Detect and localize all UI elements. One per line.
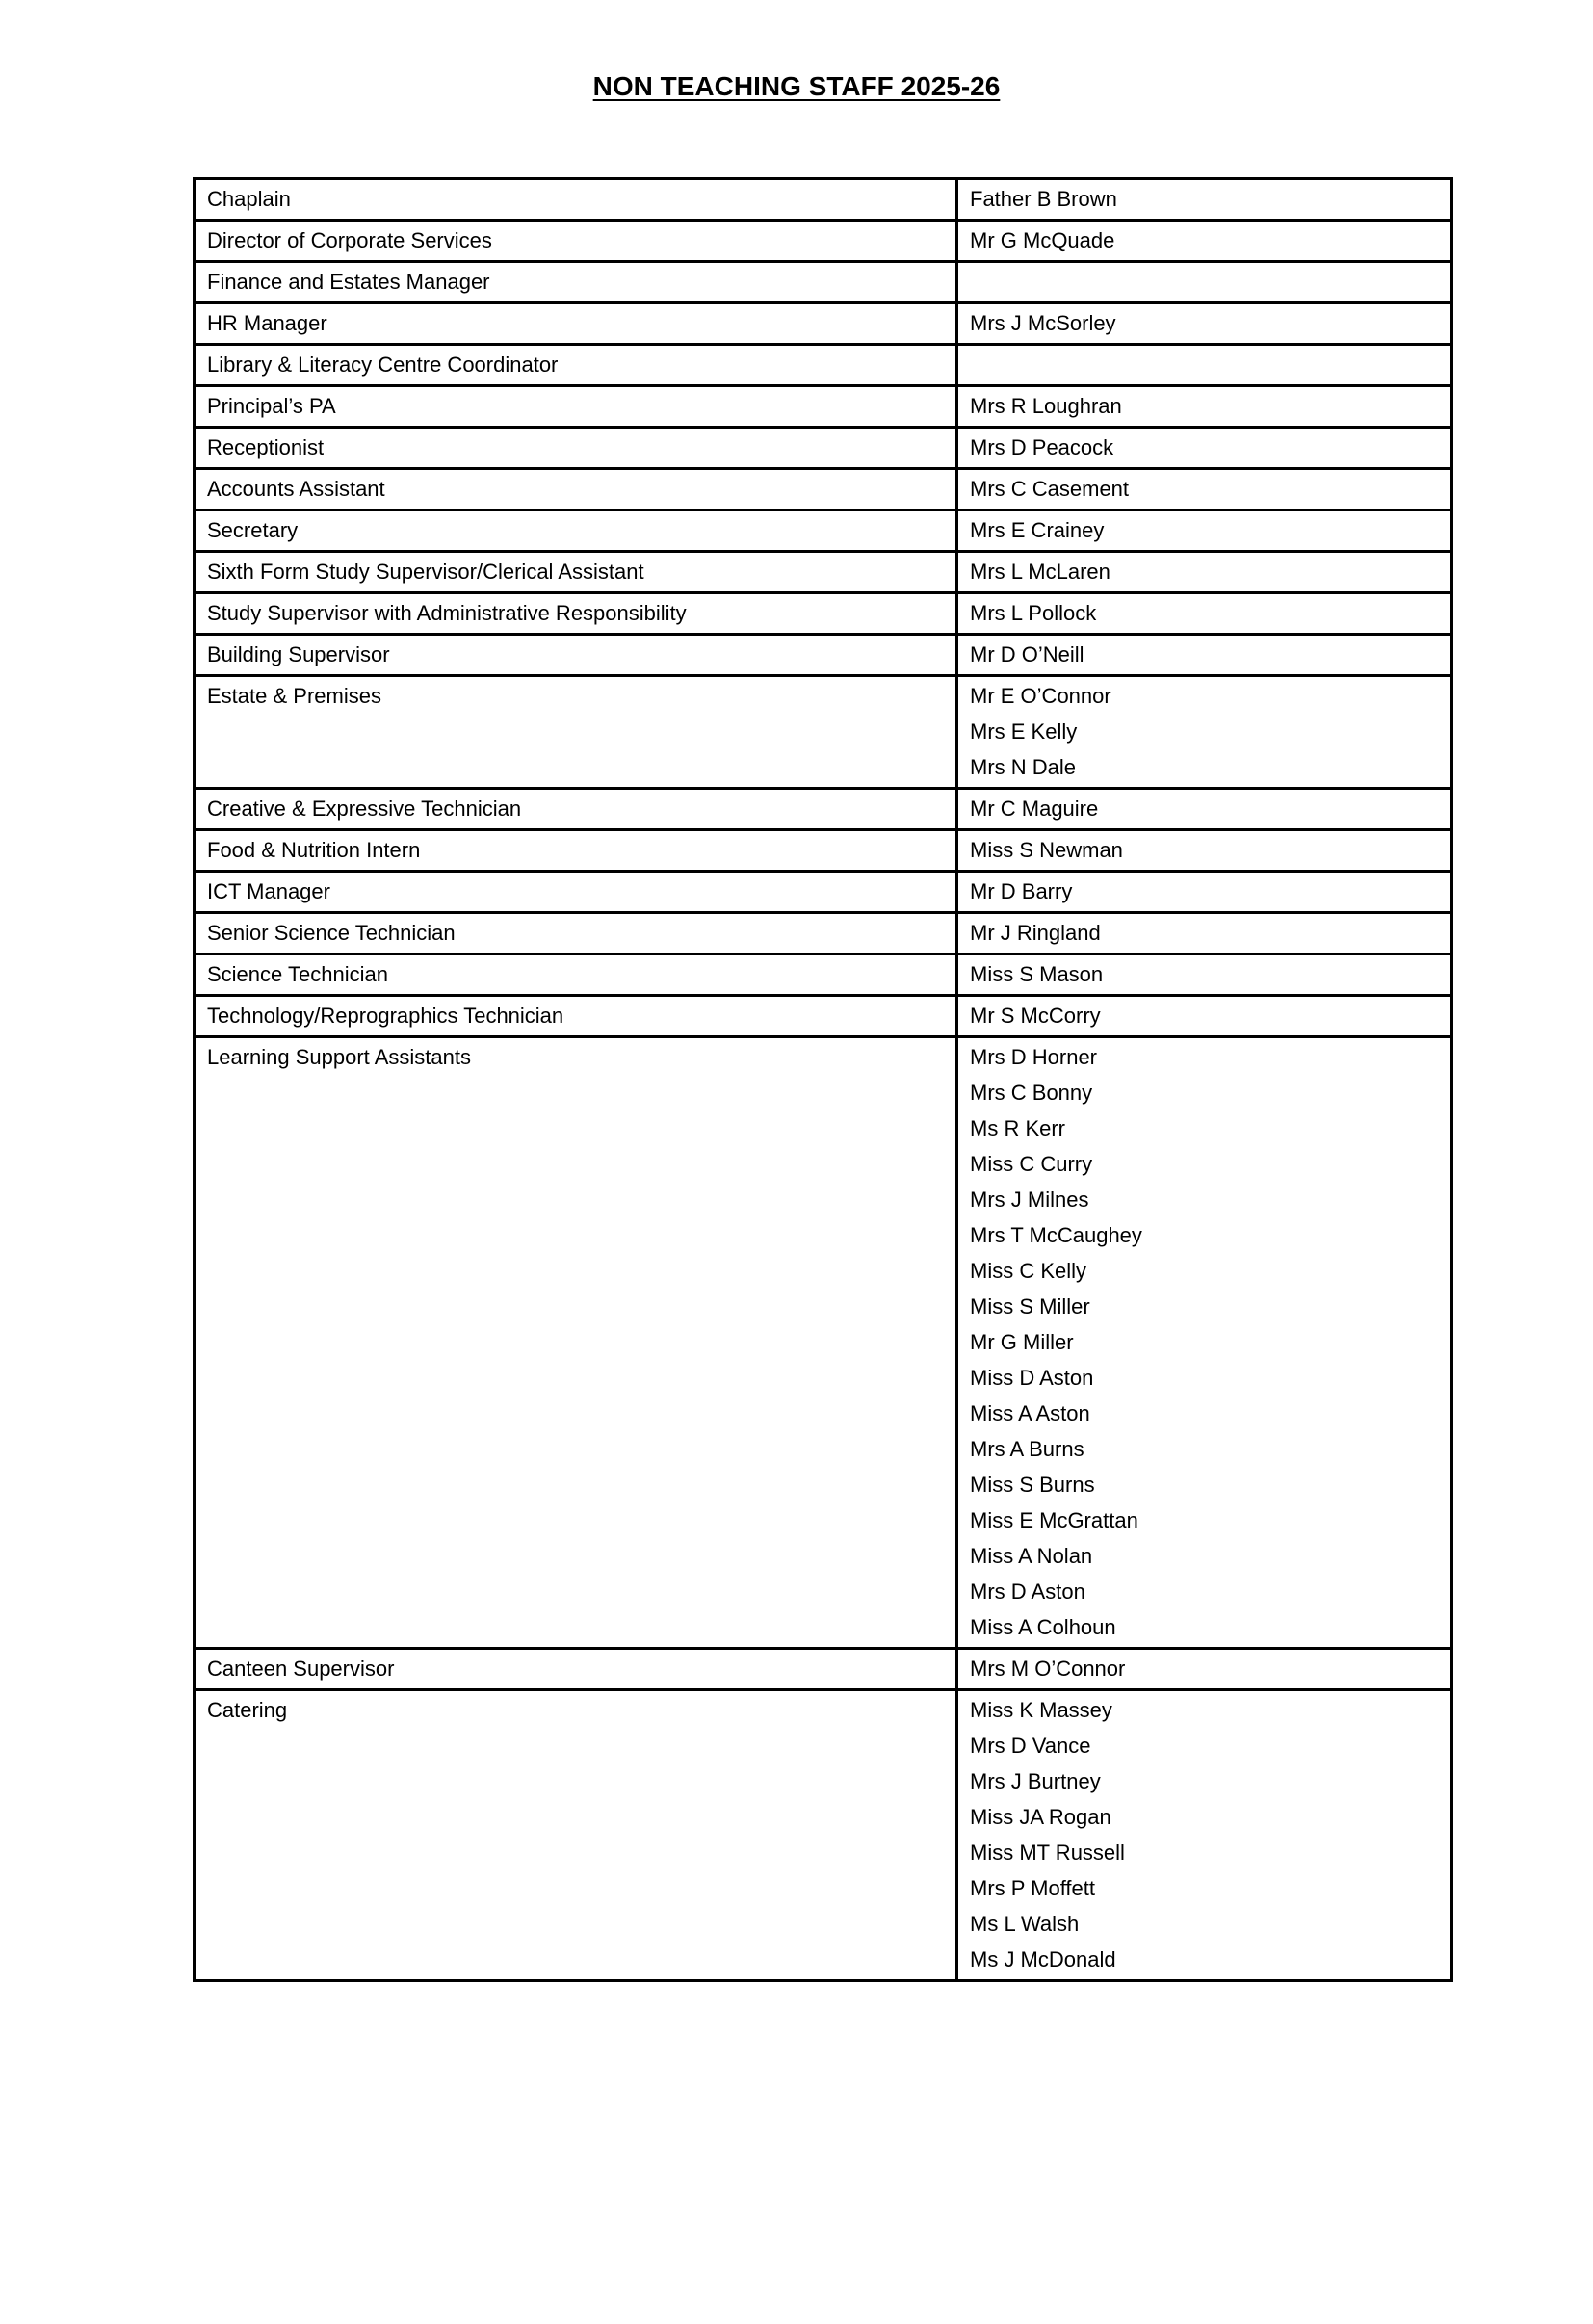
table-row [195,552,1452,593]
staff-name-line: Mrs D Aston [970,1580,1085,1604]
staff-table [193,177,1453,1982]
names-cell [957,386,1452,428]
staff-name-line: Mr C Maguire [970,796,1099,821]
table-row [195,179,1452,221]
table-row [195,996,1452,1037]
role-cell: Senior Science Technician [195,913,957,954]
table-row [195,830,1452,872]
staff-name-line: Miss S Burns [970,1473,1095,1497]
names-cell [957,510,1452,552]
staff-name-line: Miss S Newman [970,838,1123,862]
table-row [195,510,1452,552]
role-cell: ICT Manager [195,872,957,913]
names-cell [957,789,1452,830]
names-cell [957,1037,1452,1649]
names-cell [957,913,1452,954]
staff-name-line: Miss C Curry [970,1152,1093,1176]
staff-name-line: Mrs M O’Connor [970,1657,1126,1681]
table-row [195,303,1452,345]
names-cell [957,872,1452,913]
names-cell [957,552,1452,593]
document-page [0,71,1593,1982]
role-cell: Estate & Premises [195,676,957,789]
staff-name-line: Mrs T McCaughey [970,1223,1142,1247]
staff-name-line: Mrs N Dale [970,755,1077,779]
role-cell: Principal’s PA [195,386,957,428]
names-cell [957,1649,1452,1690]
names-cell [957,221,1452,262]
table-row [195,262,1452,303]
names-cell [957,303,1452,345]
names-cell [957,469,1452,510]
role-cell: Director of Corporate Services [195,221,957,262]
staff-name-line: Mrs D Horner [970,1045,1098,1069]
names-cell [957,635,1452,676]
staff-name-line: Mrs A Burns [970,1437,1084,1461]
staff-name-line: Mrs R Loughran [970,394,1122,418]
table-row [195,345,1452,386]
staff-name-line: Mrs D Vance [970,1734,1091,1758]
staff-name-line: Mr D O’Neill [970,642,1084,666]
role-cell: Finance and Estates Manager [195,262,957,303]
page-title: NON TEACHING STAFF 2025-26 [592,71,1001,101]
staff-name-line: Mrs C Bonny [970,1081,1093,1105]
role-cell: Secretary [195,510,957,552]
staff-name-line: Mr E O’Connor [970,684,1111,708]
role-cell: Study Supervisor with Administrative Responsibility [195,593,957,635]
staff-name-line: Miss D Aston [970,1366,1094,1390]
table-row [195,676,1452,789]
names-cell [957,179,1452,221]
table-row [195,1037,1452,1649]
role-cell: Creative & Expressive Technician [195,789,957,830]
staff-name-line: Mrs E Crainey [970,518,1105,542]
staff-table-body [195,179,1452,1981]
names-cell [957,593,1452,635]
names-cell [957,428,1452,469]
staff-name-line: Mr S McCorry [970,1004,1101,1028]
staff-name-line: Mrs J Milnes [970,1188,1089,1212]
staff-name-line: Miss S Miller [970,1294,1090,1319]
names-cell [957,830,1452,872]
staff-name-line: Mrs C Casement [970,477,1130,501]
names-cell [957,676,1452,789]
staff-name-line: Mr G McQuade [970,228,1115,252]
role-cell: Technology/Reprographics Technician [195,996,957,1037]
staff-name-line: Mrs L Pollock [970,601,1097,625]
staff-name-line: Miss A Nolan [970,1544,1093,1568]
names-cell [957,345,1452,386]
role-cell: Library & Literacy Centre Coordinator [195,345,957,386]
staff-name-line: Mrs J Burtney [970,1769,1101,1793]
role-cell: Accounts Assistant [195,469,957,510]
staff-name-line: Miss JA Rogan [970,1805,1111,1829]
table-row [195,1649,1452,1690]
role-cell: Learning Support Assistants [195,1037,957,1649]
staff-name-line: Mr D Barry [970,879,1073,903]
staff-name-line: Mr J Ringland [970,921,1101,945]
table-row [195,386,1452,428]
table-row [195,954,1452,996]
names-cell [957,1690,1452,1981]
names-cell [957,996,1452,1037]
staff-name-line: Ms J McDonald [970,1947,1116,1971]
role-cell: Food & Nutrition Intern [195,830,957,872]
role-cell: Sixth Form Study Supervisor/Clerical Assistant [195,552,957,593]
staff-name-line: Mrs E Kelly [970,719,1078,744]
staff-name-line: Ms L Walsh [970,1912,1080,1936]
staff-name-line: Mrs J McSorley [970,311,1116,335]
staff-name-line: Mrs D Peacock [970,435,1114,459]
role-cell: HR Manager [195,303,957,345]
role-cell: Science Technician [195,954,957,996]
staff-name-line: Mrs P Moffett [970,1876,1096,1900]
staff-name-line: Ms R Kerr [970,1116,1065,1140]
table-row [195,789,1452,830]
table-row [195,428,1452,469]
role-cell: Chaplain [195,179,957,221]
names-cell [957,262,1452,303]
role-cell: Canteen Supervisor [195,1649,957,1690]
table-row [195,469,1452,510]
staff-name-line: Mrs L McLaren [970,560,1110,584]
staff-name-line: Father B Brown [970,187,1117,211]
table-row [195,1690,1452,1981]
role-cell: Receptionist [195,428,957,469]
role-cell: Building Supervisor [195,635,957,676]
role-cell: Catering [195,1690,957,1981]
staff-name-line: Mr G Miller [970,1330,1074,1354]
table-row [195,872,1452,913]
table-row [195,913,1452,954]
staff-name-line: Miss E McGrattan [970,1508,1138,1532]
staff-name-line: Miss C Kelly [970,1259,1087,1283]
staff-name-line: Miss K Massey [970,1698,1112,1722]
table-row [195,221,1452,262]
staff-name-line: Miss MT Russell [970,1841,1125,1865]
staff-name-line: Miss A Aston [970,1401,1090,1425]
staff-name-line: Miss S Mason [970,962,1104,986]
table-row [195,635,1452,676]
names-cell [957,954,1452,996]
staff-name-line: Miss A Colhoun [970,1615,1116,1639]
table-row [195,593,1452,635]
